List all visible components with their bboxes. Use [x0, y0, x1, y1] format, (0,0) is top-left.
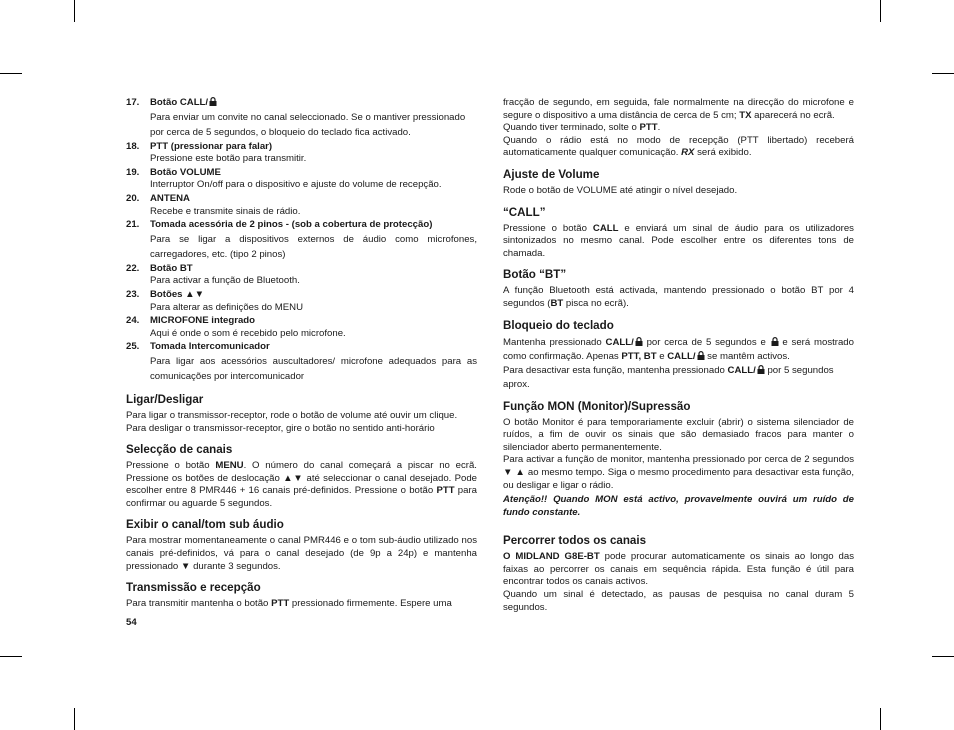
- page-number: 54: [126, 617, 137, 628]
- crop-mark: [0, 656, 22, 657]
- paragraph: Para desligar o transmissor-receptor, gire o botão no sentido anti-horário: [126, 422, 435, 434]
- paragraph: Rode o botão de VOLUME até atingir o nível desejado.: [503, 184, 738, 196]
- paragraph: A função Bluetooth está activada, mantendo pressionado o botão BT por 4 segundos (BT pisca no ecrã).: [503, 285, 854, 309]
- paragraph: fracção de segundo, em seguida, fale normalmente na direcção do microfone e segure o dispositivo a uma distância de cerca de 5 cm; TX aparecerá no ecrã.: [503, 97, 854, 121]
- item-title: MICROFONE integrado: [150, 315, 255, 327]
- item-title: Tomada acessória de 2 pinos - (sob a cobertura de protecção): [150, 219, 433, 231]
- paragraph: Para activar a função de monitor, mantenha pressionado por cerca de 2 segundos ▼ ▲ ao mesmo tempo. Siga o mesmo procedimento para desactivar esta função, ou desligar e ligar o rádio.: [503, 454, 854, 491]
- item-number: 21.: [126, 219, 140, 231]
- lock-icon: [771, 337, 779, 346]
- crop-mark: [932, 656, 954, 657]
- crop-mark: [880, 708, 881, 730]
- paragraph: Para ligar o transmissor-receptor, rode o botão de volume até ouvir um clique.: [126, 409, 458, 421]
- lock-icon: [697, 351, 705, 360]
- section-heading: “CALL”: [503, 205, 546, 219]
- item-description: Interruptor On/off para o dispositivo e ajuste do volume de recepção.: [150, 179, 442, 191]
- paragraph: Quando tiver terminado, solte o PTT.: [503, 122, 661, 134]
- paragraph: Pressione o botão MENU. O número do canal começará a piscar no ecrã. Pressione os botões de deslocação ▲▼ até seleccionar o canal desejado. Pode escolher entre 8 PMR446 + 16 canais pré-definidos. Pressione o botão PTT para confirmar ou aguarde 5 segundos.: [126, 460, 477, 509]
- item-number: 22.: [126, 262, 140, 274]
- item-description: Para ligar aos acessórios auscultadores/ microfone adequados para as comunicações por intercomunicador: [150, 355, 477, 382]
- item-title: PTT (pressionar para falar): [150, 140, 273, 152]
- item-description: Para se ligar a dispositivos externos de áudio como microfones, carregadores, etc. (tipo 2 pinos): [150, 233, 477, 260]
- item-title: Tomada Intercomunicador: [150, 341, 270, 353]
- left-column: [126, 97, 477, 611]
- section-heading: Ligar/Desligar: [126, 392, 204, 406]
- section-heading: Exibir o canal/tom sub áudio: [126, 518, 284, 532]
- section-heading: Função MON (Monitor)/Supressão: [503, 399, 691, 413]
- list-item: [126, 167, 477, 192]
- item-number: 20.: [126, 192, 140, 204]
- item-number: 24.: [126, 315, 140, 327]
- section-heading: Ajuste de Volume: [503, 167, 600, 181]
- paragraph: Quando um sinal é detectado, as pausas de pesquisa no canal duram 5 segundos.: [503, 589, 854, 613]
- item-number: 18.: [126, 140, 140, 152]
- lock-icon: [209, 97, 217, 106]
- paragraph: Para mostrar momentaneamente o canal PMR446 e o tom sub-áudio utilizado nos canais pré-definidos, vá para o canal desejado (de 9p a 24p) e mantenha pressionado ▼ durante 3 segundos.: [126, 535, 477, 572]
- section-heading: Transmissão e recepção: [126, 581, 261, 595]
- section-heading: Selecção de canais: [126, 443, 233, 457]
- item-title: Botões ▲▼: [150, 288, 205, 300]
- item-description: Para enviar um convite no canal seleccionado. Se o mantiver pressionado por cerca de 5 segundos, o bloqueio do teclado fica activado.: [150, 111, 466, 138]
- list-item: [126, 193, 477, 218]
- item-description: Para activar a função de Bluetooth.: [150, 275, 300, 287]
- crop-mark: [74, 708, 75, 730]
- item-title: Botão BT: [150, 262, 193, 274]
- item-description: Pressione este botão para transmitir.: [150, 153, 307, 165]
- paragraph: Para transmitir mantenha o botão PTT pressionado firmemente. Espere uma: [126, 598, 452, 610]
- warning-note: Atenção!! Quando MON está activo, provavelmente ouvirá um ruído de fundo constante.: [503, 494, 854, 518]
- section-heading: Bloqueio do teclado: [503, 318, 614, 332]
- paragraph: O botão Monitor é para temporariamente excluir (abrir) o sistema silenciador de ruídos, a fim de ouvir os sinais que são demasiado fracos para manter o silenciador aberto permanentemente.: [503, 416, 854, 453]
- section-heading: Botão “BT”: [503, 268, 567, 282]
- crop-mark: [932, 73, 954, 74]
- list-item: [126, 141, 477, 166]
- lock-icon: [757, 365, 765, 374]
- list-item: [126, 315, 477, 340]
- right-column: [503, 97, 854, 614]
- item-list: [126, 97, 477, 384]
- item-title: ANTENA: [150, 192, 190, 204]
- crop-mark: [74, 0, 75, 22]
- paragraph: Mantenha pressionado CALL/ por cerca de 5 segundos e e será mostrado como confirmação. Apenas PTT, BT e CALL/ se mantêm activos.: [503, 336, 854, 362]
- item-description: Recebe e transmite sinais de rádio.: [150, 205, 301, 217]
- paragraph: Quando o rádio está no modo de recepção (PTT libertado) receberá automaticamente qualquer comunicação. RX será exibido.: [503, 134, 854, 159]
- list-item: [126, 289, 477, 314]
- list-item: [126, 263, 477, 288]
- item-title: Botão CALL/: [150, 97, 477, 110]
- item-number: 19.: [126, 166, 140, 178]
- paragraph: O MIDLAND G8E-BT pode procurar automaticamente os sinais ao longo das faixas ao percorrer os canais em sequência rápida. Esta função é útil para encontrar todos os canais activos.: [503, 551, 854, 588]
- item-description: Para alterar as definições do MENU: [150, 301, 304, 313]
- paragraph: Pressione o botão CALL e enviará um sinal de áudio para os utilizadores sintonizados no mesmo canal. Pode escolher entre os diferentes tons de chamada.: [503, 222, 854, 259]
- crop-mark: [880, 0, 881, 22]
- item-description: Aqui é onde o som é recebido pelo microfone.: [150, 327, 346, 339]
- item-title: Botão VOLUME: [150, 166, 221, 178]
- paragraph: Para desactivar esta função, mantenha pressionado CALL/ por 5 segundos aprox.: [503, 364, 834, 390]
- section-heading: Percorrer todos os canais: [503, 534, 647, 548]
- list-item: [126, 97, 477, 140]
- list-item: [126, 219, 477, 262]
- item-number: 23.: [126, 288, 140, 300]
- item-number: 25.: [126, 341, 140, 353]
- crop-mark: [0, 73, 22, 74]
- list-item: [126, 341, 477, 384]
- item-number: 17.: [126, 97, 140, 108]
- lock-icon: [635, 337, 643, 346]
